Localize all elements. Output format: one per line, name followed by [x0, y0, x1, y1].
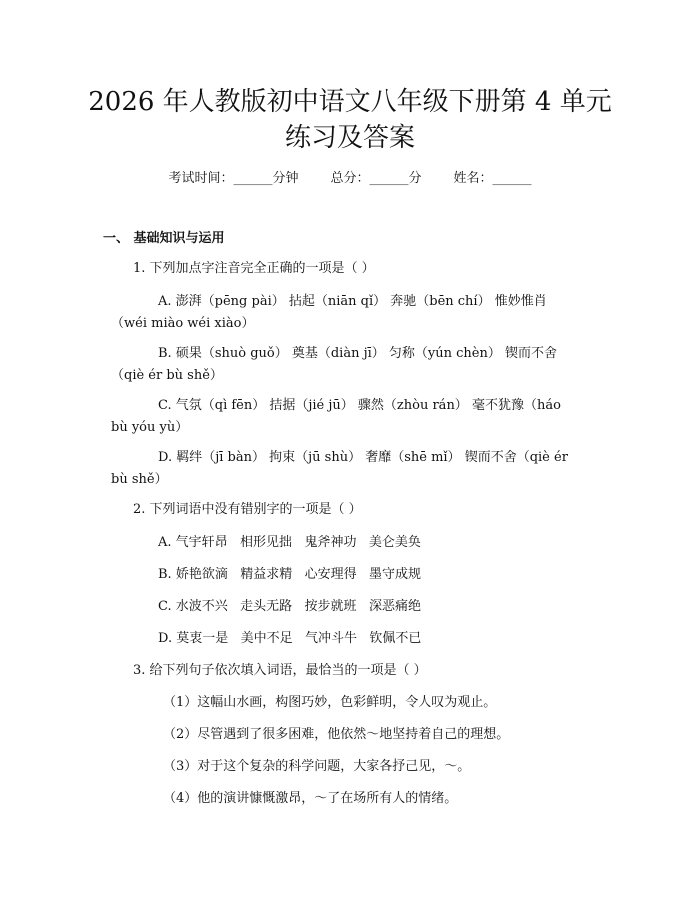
- question-2-option-b: B. 娇艳欲滴 精益求精 心安理得 墨守成规: [158, 567, 422, 582]
- student-name-field: 姓名：______: [453, 171, 532, 186]
- exam-time: 考试时间：______分钟: [168, 171, 299, 186]
- question-3-sentence-4: （4）他的演讲慷慨激昂，～了在场所有人的情绪。: [163, 791, 458, 806]
- question-3-sentence-3: （3）对于这个复杂的科学问题，大家各抒己见，～。: [163, 759, 471, 774]
- exam-info: [0, 169, 700, 189]
- section-heading: 一、 基础知识与运用: [103, 231, 225, 246]
- question-3-sentence-2: （2）尽管遇到了很多困难，他依然～地坚持着自己的理想。: [163, 727, 510, 742]
- question-2-option-a: A. 气宇轩昂 相形见拙 鬼斧神功 美仑美奂: [158, 535, 421, 550]
- doc-title-line1: 2026 年人教版初中语文八年级下册第 4 单元: [88, 87, 612, 117]
- question-2-option-d: D. 莫衷一是 美中不足 气冲斗牛 钦佩不已: [158, 631, 422, 646]
- question-3-sentence-1: （1）这幅山水画，构图巧妙，色彩鲜明，令人叹为观止。: [163, 695, 497, 710]
- question-1-option-d: D. 羁绊（jī bàn） 拘束（jū shù） 奢靡（shē mǐ） 锲而不舍（qiè ér bù shě）: [111, 450, 568, 487]
- exam-score: 总分：______分: [330, 171, 422, 186]
- question-2-stem: 2. 下列词语中没有错别字的一项是（ ）: [133, 502, 362, 517]
- question-1-option-b: B. 硕果（shuò guǒ） 奠基（diàn jī） 匀称（yún chèn） 锲而不舍（qiè ér bù shě）: [111, 346, 557, 383]
- question-1-stem: 1. 下列加点字注音完全正确的一项是（ ）: [133, 261, 375, 276]
- question-1-option-c: C. 气氛（qì fēn） 拮据（jié jū） 骤然（zhòu rán） 毫不犹豫（háo bù yóu yù）: [111, 398, 561, 435]
- doc-title-line2: 练习及答案: [284, 123, 415, 153]
- question-1-option-a: A. 澎湃（pēng pài） 拈起（niān qǐ） 奔驰（bēn chí） 惟妙惟肖（wéi miào wéi xiào）: [111, 294, 547, 331]
- question-2-option-c: C. 水波不兴 走头无路 按步就班 深恶痛绝: [158, 599, 421, 614]
- question-3-stem: 3. 给下列句子依次填入词语，最恰当的一项是（ ）: [133, 663, 427, 678]
